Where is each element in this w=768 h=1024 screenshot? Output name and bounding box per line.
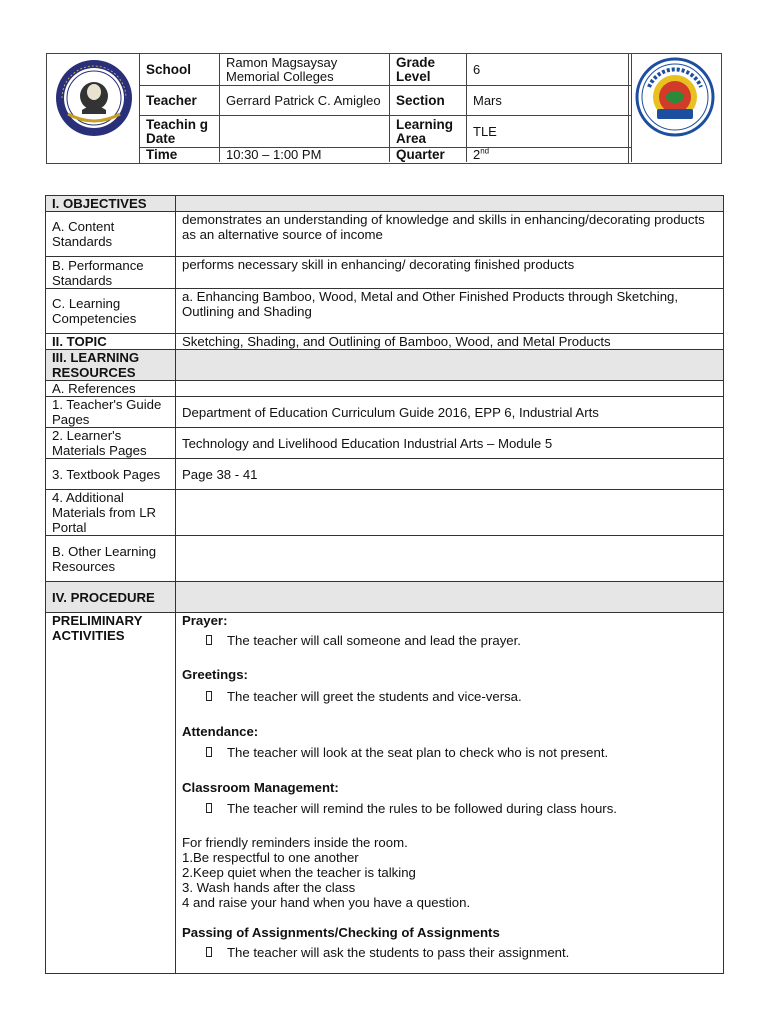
friendly-reminders [182, 835, 717, 910]
assignments-title: Passing of Assignments/Checking of Assignments [182, 925, 500, 940]
assignments-bullet [182, 945, 717, 961]
learning-competencies-text: a. Enhancing Bamboo, Wood, Metal and Other Finished Products through Sketching, Outlining and Shading [176, 289, 724, 334]
teaching-date-value [220, 116, 390, 148]
procedure-heading-blank [176, 582, 724, 613]
attendance-bullet [182, 745, 717, 761]
additional-materials-blank [176, 490, 724, 536]
content-standards-text: demonstrates an understanding of knowledge and skills in enhancing/decorating products as an alternative source of income [176, 212, 724, 257]
textbook-row [46, 459, 724, 490]
learning-area-label: Learning Area [390, 116, 467, 148]
header-block [46, 53, 722, 164]
learners-materials-row [46, 428, 724, 459]
topic-row [46, 334, 724, 350]
learners-materials-text: Technology and Livelihood Education Industrial Arts – Module 5 [176, 428, 724, 459]
other-resources-blank [176, 536, 724, 582]
header-info-table [139, 54, 632, 162]
teachers-guide-row [46, 397, 724, 428]
grade-level-label: Grade Level [390, 54, 467, 86]
objectives-heading: I. OBJECTIVES [46, 196, 176, 212]
assignments-bullet-text: The teacher will ask the students to pass their assignment. [227, 945, 570, 960]
quarter-suffix: nd [480, 147, 490, 156]
learning-competencies-row [46, 289, 724, 334]
learning-area-value: TLE [467, 116, 632, 148]
quarter-value [467, 148, 632, 163]
reminder-line: 4 and raise your hand when you have a question. [182, 895, 471, 910]
objectives-heading-blank [176, 196, 724, 212]
reminder-line: For friendly reminders inside the room. [182, 835, 408, 850]
prayer-bullet [182, 633, 717, 649]
references-label: A. References [46, 381, 176, 397]
bullet-box-icon [206, 747, 212, 757]
procedure-heading: IV. PROCEDURE [46, 582, 176, 613]
school-row [140, 54, 632, 86]
reminder-line: 2.Keep quiet when the teacher is talking [182, 865, 416, 880]
reminder-line: 3. Wash hands after the class [182, 880, 356, 895]
prayer-title: Prayer: [182, 613, 228, 628]
topic-text: Sketching, Shading, and Outlining of Bamboo, Wood, and Metal Products [176, 334, 724, 350]
objectives-heading-row [46, 196, 724, 212]
performance-standards-row [46, 257, 724, 289]
time-value: 10:30 – 1:00 PM [220, 148, 390, 163]
teachers-guide-label: 1. Teacher's Guide Pages [46, 397, 176, 428]
attendance-title: Attendance: [182, 724, 259, 739]
resources-heading-blank [176, 350, 724, 381]
additional-materials-row [46, 490, 724, 536]
other-resources-row [46, 536, 724, 582]
attendance-bullet-text: The teacher will look at the seat plan to check who is not present. [227, 745, 609, 760]
date-row [140, 116, 632, 148]
content-standards-row [46, 212, 724, 257]
teacher-value: Gerrard Patrick C. Amigleo [220, 86, 390, 116]
learning-competencies-label: C. Learning Competencies [46, 289, 176, 334]
classroom-management-bullet-text: The teacher will remind the rules to be followed during class hours. [227, 801, 617, 816]
additional-materials-label: 4. Additional Materials from LR Portal [46, 490, 176, 536]
department-logo-cell [628, 54, 721, 163]
content-standards-label: A. Content Standards [46, 212, 176, 257]
procedure-heading-row [46, 582, 724, 613]
section-label: Section [390, 86, 467, 116]
textbook-label: 3. Textbook Pages [46, 459, 176, 490]
preliminary-activities-row [46, 613, 724, 974]
education-seal-logo [635, 57, 715, 137]
teaching-date-label: Teachin g Date [140, 116, 220, 148]
references-row [46, 381, 724, 397]
performance-standards-label: B. Performance Standards [46, 257, 176, 289]
teachers-guide-text: Department of Education Curriculum Guide 2016, EPP 6, Industrial Arts [176, 397, 724, 428]
lesson-plan-table [45, 195, 724, 974]
school-label: School [140, 54, 220, 86]
greetings-title: Greetings: [182, 667, 248, 682]
references-blank [176, 381, 724, 397]
textbook-text: Page 38 - 41 [176, 459, 724, 490]
time-label: Time [140, 148, 220, 163]
learners-materials-label: 2. Learner's Materials Pages [46, 428, 176, 459]
greetings-bullet [182, 689, 717, 705]
resources-heading-row [46, 350, 724, 381]
time-row [140, 148, 632, 163]
resources-heading: III. LEARNING RESOURCES [46, 350, 176, 381]
bullet-box-icon [206, 691, 212, 701]
preliminary-activities-content [176, 613, 724, 974]
performance-standards-text: performs necessary skill in enhancing/ decorating finished products [176, 257, 724, 289]
bullet-box-icon [206, 635, 212, 645]
quarter-label: Quarter [390, 148, 467, 163]
teacher-label: Teacher [140, 86, 220, 116]
school-value: Ramon Magsaysay Memorial Colleges [220, 54, 390, 86]
bullet-box-icon [206, 803, 212, 813]
reminder-line: 1.Be respectful to one another [182, 850, 359, 865]
quarter-number: 2 [473, 147, 481, 162]
grade-level-value: 6 [467, 54, 632, 86]
school-seal-logo [54, 58, 134, 138]
classroom-management-title: Classroom Management: [182, 780, 339, 795]
classroom-management-bullet [182, 801, 717, 817]
greetings-bullet-text: The teacher will greet the students and vice-versa. [227, 689, 522, 704]
school-logo-cell [47, 54, 140, 163]
teacher-row [140, 86, 632, 116]
preliminary-activities-label: PRELIMINARY ACTIVITIES [46, 613, 176, 974]
bullet-box-icon [206, 947, 212, 957]
other-resources-label: B. Other Learning Resources [46, 536, 176, 582]
prayer-bullet-text: The teacher will call someone and lead the prayer. [227, 633, 521, 648]
section-value: Mars [467, 86, 632, 116]
topic-heading: II. TOPIC [46, 334, 176, 350]
